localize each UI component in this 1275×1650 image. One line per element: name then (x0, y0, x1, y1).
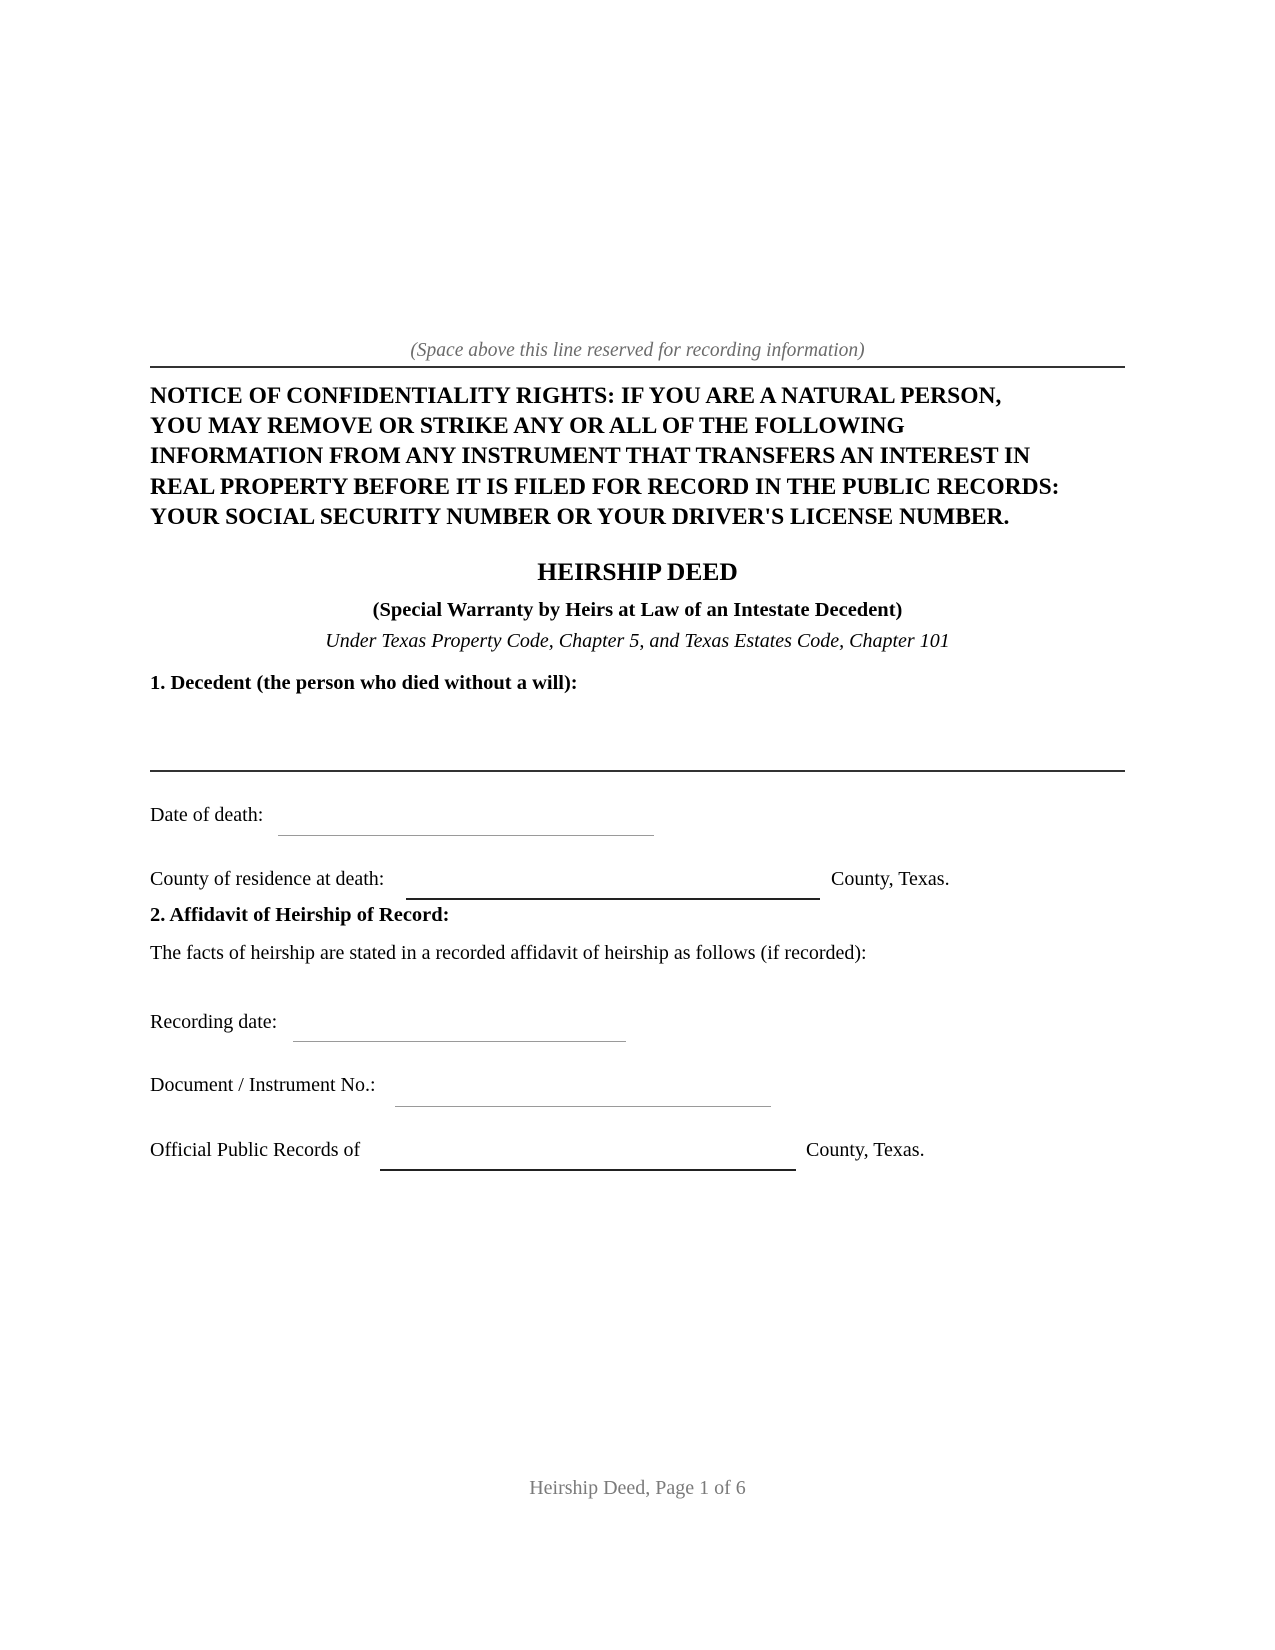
official-records-label: Official Public Records of (150, 1139, 361, 1161)
notice-line: NOTICE OF CONFIDENTIALITY RIGHTS: IF YOU ARE A NATURAL PERSON, (150, 383, 1002, 409)
affidavit-description: The facts of heirship are stated in a recorded affidavit of heirship as follows (if recorded): (150, 942, 867, 964)
notice-line: YOUR SOCIAL SECURITY NUMBER OR YOUR DRIVER'S LICENSE NUMBER. (150, 503, 1010, 530)
page-footer: Heirship Deed, Page 1 of 6 (529, 1477, 746, 1499)
county-suffix: County, Texas. (831, 868, 950, 890)
recording-date-line (293, 1041, 626, 1042)
date-of-death-label: Date of death: (150, 804, 264, 826)
statute-reference: Under Texas Property Code, Chapter 5, and Texas Estates Code, Chapter 101 (325, 630, 950, 652)
decedent-name-line (150, 770, 1125, 772)
recording-space-note: (Space above this line reserved for recording information) (410, 340, 865, 361)
notice-line: INFORMATION FROM ANY INSTRUMENT THAT TRANSFERS AN INTEREST IN (150, 443, 1031, 470)
date-of-death-line (278, 835, 654, 836)
instrument-number-label: Document / Instrument No.: (150, 1074, 376, 1096)
recording-date-label: Recording date: (150, 1011, 278, 1033)
county-of-residence-label: County of residence at death: (150, 868, 385, 890)
recording-divider (150, 366, 1125, 368)
instrument-number-line (395, 1106, 771, 1107)
confidentiality-notice (150, 381, 1140, 532)
document-title: HEIRSHIP DEED (537, 557, 738, 586)
records-county-suffix: County, Texas. (806, 1139, 925, 1161)
notice-line: YOU MAY REMOVE OR STRIKE ANY OR ALL OF THE FOLLOWING (150, 413, 905, 440)
official-records-county-line (380, 1169, 796, 1171)
county-of-residence-line (406, 898, 820, 900)
document-subtitle: (Special Warranty by Heirs at Law of an Intestate Decedent) (372, 599, 903, 621)
section-2-heading: 2. Affidavit of Heirship of Record: (150, 904, 450, 926)
notice-line: REAL PROPERTY BEFORE IT IS FILED FOR RECORD IN THE PUBLIC RECORDS: (150, 473, 1060, 500)
section-1-heading: 1. Decedent (the person who died without a will): (150, 672, 578, 694)
